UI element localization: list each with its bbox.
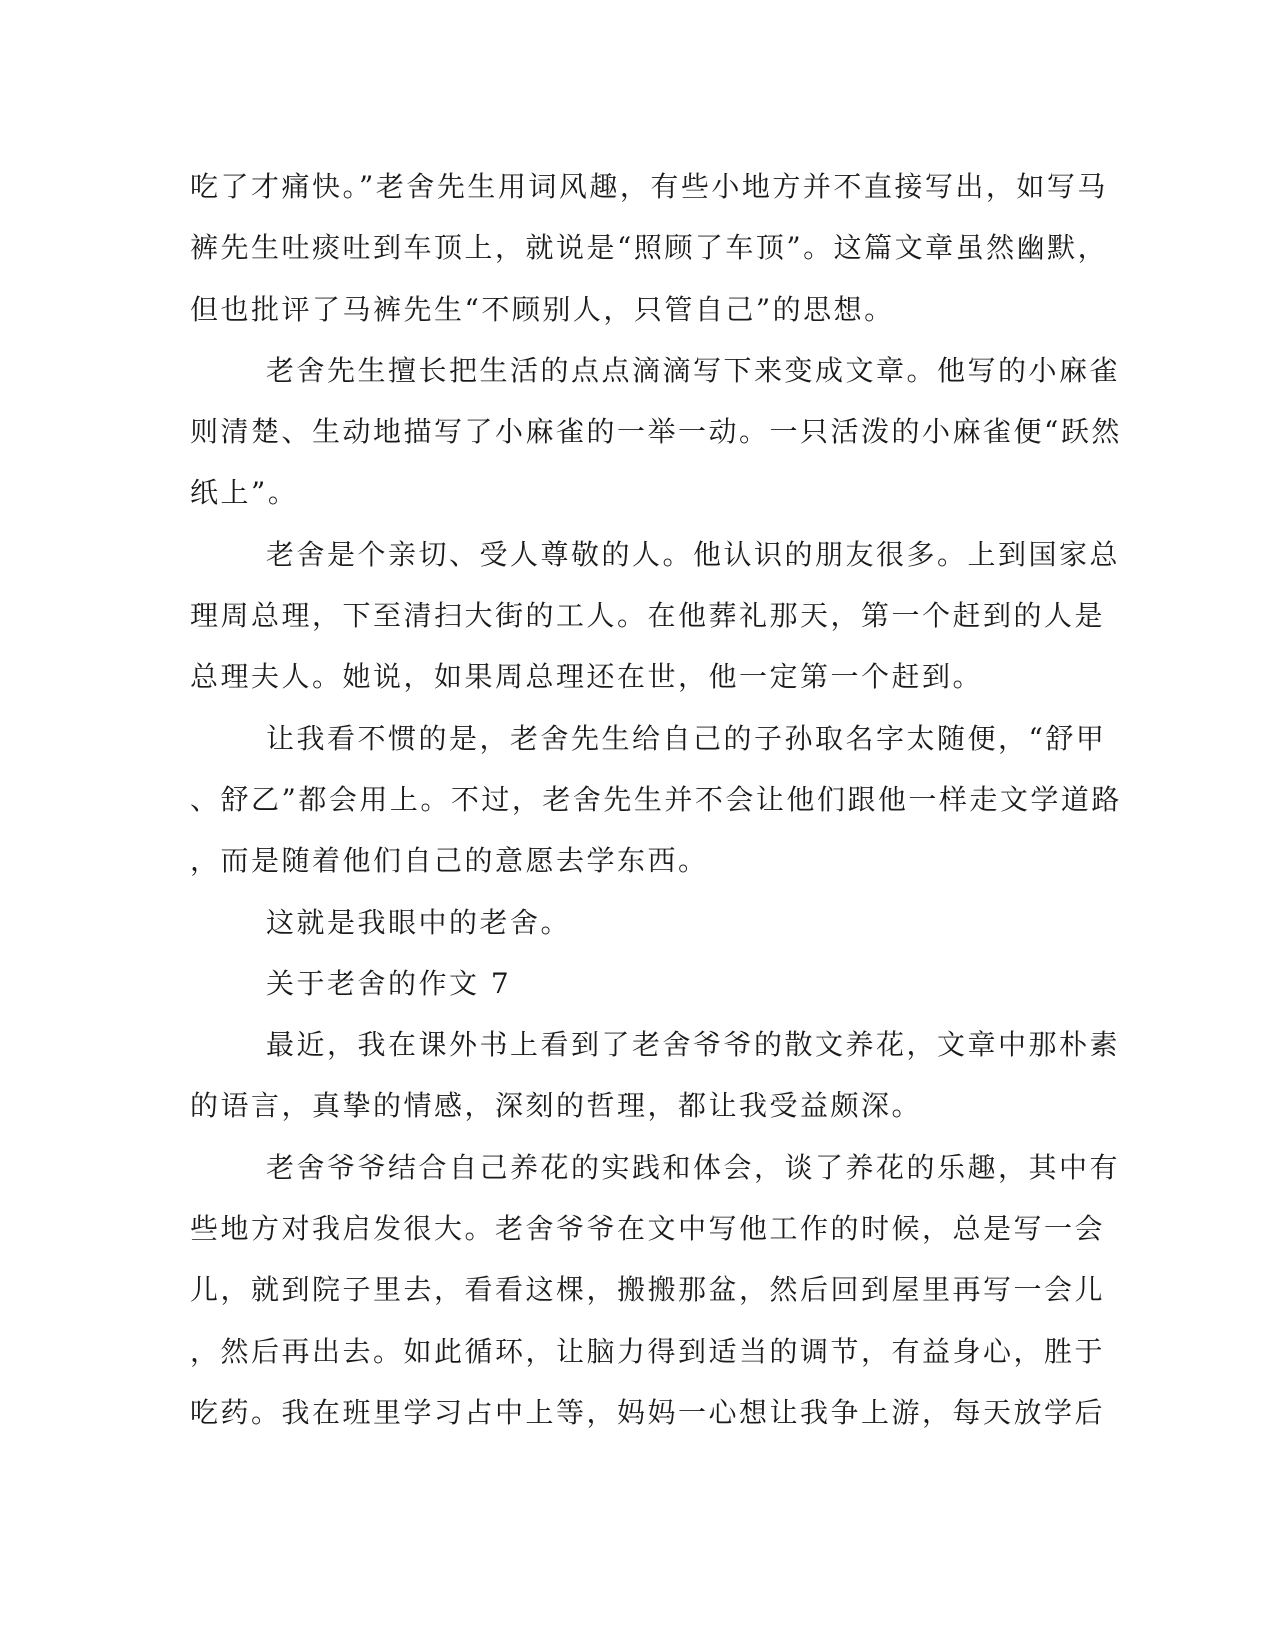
text-line: ，然后再出去。如此循环，让脑力得到适当的调节，有益身心，胜于 [190,1334,1106,1368]
text-line: 纸上”。 [190,476,299,510]
essay-text [190,156,1122,1443]
text-line: 理周总理，下至清扫大街的工人。在他葬礼那天，第一个赶到的人是 [190,599,1106,633]
text-line: 裤先生吐痰吐到车顶上，就说是“照顾了车顶”。这篇文章虽然幽默， [190,231,1109,265]
text-line: 些地方对我启发很大。老舍爷爷在文中写他工作的时候，总是写一会 [190,1212,1106,1246]
paragraph-first-line: 让我看不惯的是，老舍先生给自己的子孙取名字太随便，“舒甲 [266,721,1107,755]
paragraph-first-line: 关于老舍的作文 7 [266,966,512,1000]
text-line: 吃药。我在班里学习占中上等，妈妈一心想让我争上游，每天放学后 [190,1395,1106,1429]
text-line: 吃了才痛快。”老舍先生用词风趣，有些小地方并不直接写出，如写马 [190,170,1108,203]
text-line: 的语言，真挚的情感，深刻的哲理，都让我受益颇深。 [190,1089,923,1123]
text-line: 但也批评了马裤先生“不顾别人，只管自己”的思想。 [190,292,895,326]
paragraph-first-line: 最近，我在课外书上看到了老舍爷爷的散文养花，文章中那朴素 [266,1028,1121,1062]
text-line: ，而是随着他们自己的意愿去学东西。 [190,844,709,878]
text-line: 总理夫人。她说，如果周总理还在世，他一定第一个赶到。 [190,660,984,694]
paragraph-first-line: 老舍是个亲切、受人尊敬的人。他认识的朋友很多。上到国家总 [266,537,1121,571]
paragraph-first-line: 老舍先生擅长把生活的点点滴滴写下来变成文章。他写的小麻雀 [266,353,1121,387]
paragraph-first-line: 这就是我眼中的老舍。 [266,905,572,939]
text-line: 则清楚、生动地描写了小麻雀的一举一动。一只活泼的小麻雀便“跃然 [190,415,1122,449]
paragraph-first-line: 老舍爷爷结合自己养花的实践和体会，谈了养花的乐趣，其中有 [266,1150,1121,1184]
text-line: 儿，就到院子里去，看看这棵，搬搬那盆，然后回到屋里再写一会儿 [190,1273,1106,1307]
text-line: 、舒乙”都会用上。不过，老舍先生并不会让他们跟他一样走文学道路 [190,782,1122,816]
